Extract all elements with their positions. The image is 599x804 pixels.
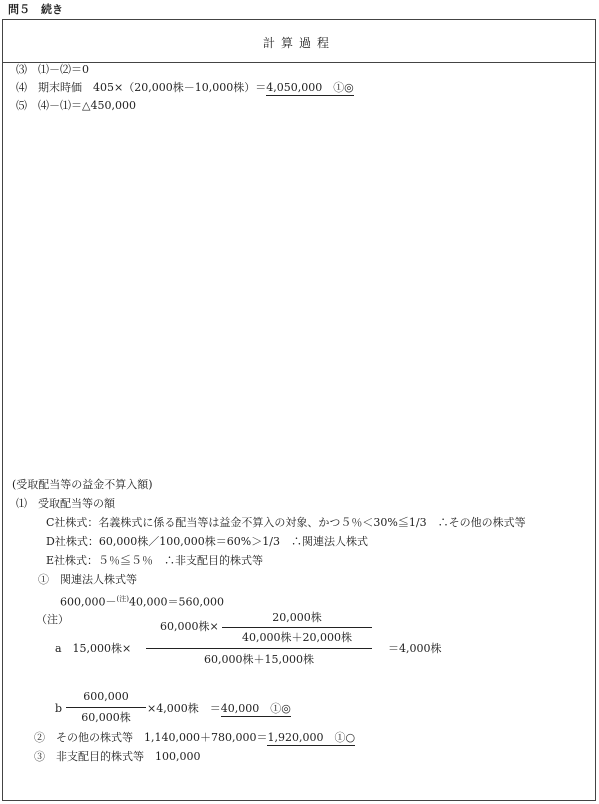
e-company-line: E社株式：５％≦５％ ∴非支配目的株式等 — [46, 554, 264, 567]
question-label: 問５ 続き — [8, 3, 63, 16]
a-result: ＝4,000株 — [388, 642, 442, 655]
b-label: b — [55, 702, 63, 715]
line-5: ⑸ ⑷－⑴＝△450,000 — [16, 99, 136, 112]
a-inner-fraction-line — [222, 627, 372, 628]
b-den: 60,000株 — [81, 711, 131, 724]
calculation-box — [2, 19, 596, 801]
line-3: ⑶ ⑴－⑵＝0 — [16, 63, 89, 76]
b-fraction-line — [66, 707, 146, 708]
score-mark: ①○ — [334, 731, 356, 744]
a-label: a 15,000株× — [55, 642, 132, 655]
a-inner-left: 60,000株× — [160, 620, 219, 633]
section-heading: (受取配当等の益金不算入額) — [12, 478, 153, 491]
b-answer: 40,000 ①◎ — [220, 702, 291, 715]
line-4-text: ⑷ 期末時価 405×（20,000株－10,000株）＝ — [16, 81, 267, 94]
calc-1: 600,000－$^{(注)}$40,000＝560,000 — [60, 595, 224, 609]
box-title-row — [3, 20, 595, 63]
b-tail: ×4,000株 ＝40,000 ①◎ — [147, 702, 291, 715]
note-ref: (注) — [116, 595, 129, 603]
line-4 — [16, 81, 354, 95]
a-inner-den: 40,000株＋20,000株 — [242, 631, 352, 644]
sub-2-answer: 1,920,000 ①○ — [267, 731, 356, 744]
a-den: 60,000株＋15,000株 — [204, 653, 314, 666]
score-mark: ①◎ — [270, 702, 291, 715]
a-fraction-line — [146, 648, 372, 649]
box-title: 計算過程 — [262, 36, 335, 50]
sub-item-3: ③ 非支配目的株式等 100,000 — [34, 750, 201, 763]
item-1: ⑴ 受取配当等の額 — [16, 497, 115, 510]
sub-item-1: ① 関連法人株式等 — [38, 573, 137, 586]
note-label: （注） — [36, 613, 69, 626]
line-4-answer: 4,050,000 ①◎ — [266, 81, 354, 94]
b-num: 600,000 — [83, 690, 129, 703]
c-company-line: C社株式：名義株式に係る配当等は益金不算入の対象、かつ５％＜30%≦1/3 ∴その他の株式等 — [46, 516, 526, 529]
score-mark: ①◎ — [333, 81, 354, 94]
d-company-line: D社株式：60,000株／100,000株＝60%＞1/3 ∴関連法人株式 — [46, 535, 368, 548]
a-inner-num: 20,000株 — [272, 611, 322, 624]
sub-item-2: ② その他の株式等 1,140,000＋780,000＝1,920,000 ①○ — [34, 731, 356, 744]
